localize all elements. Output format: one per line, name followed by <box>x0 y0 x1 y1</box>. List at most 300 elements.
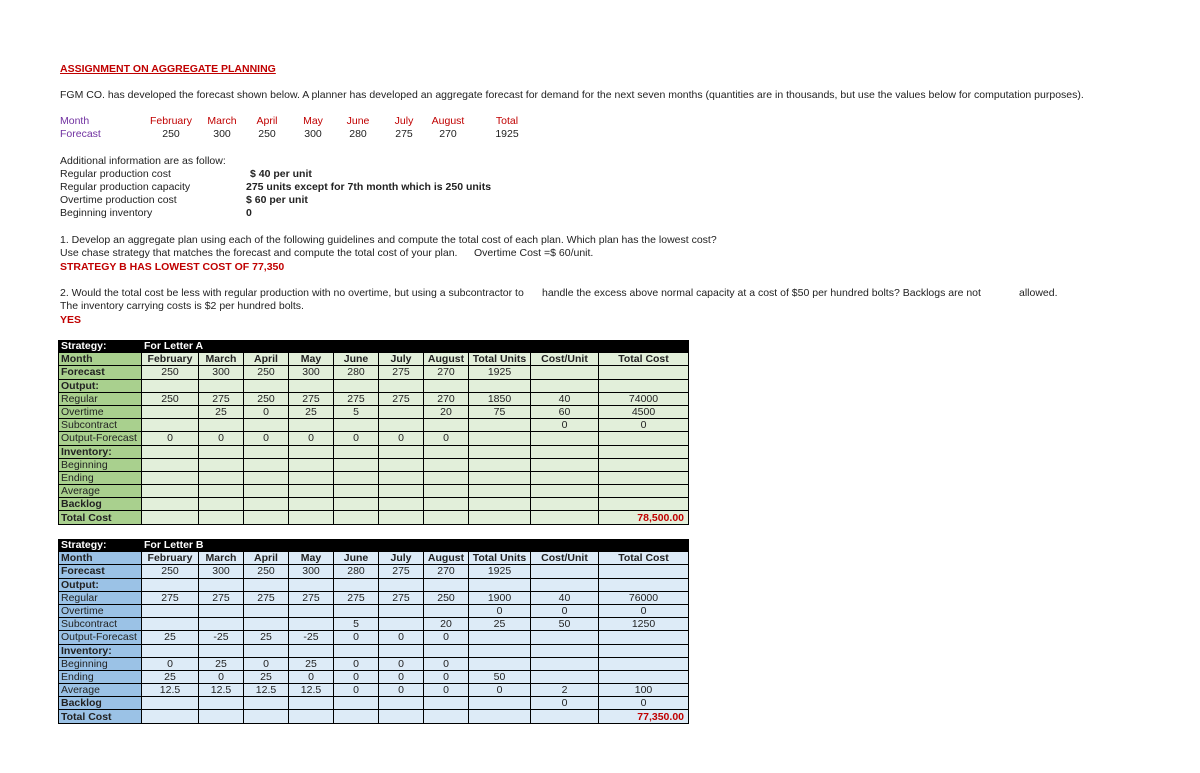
table-cell: 0 <box>379 432 424 445</box>
forecast-value-4: 280 <box>349 128 367 140</box>
table-cell: 275 <box>289 392 334 405</box>
column-header: Cost/Unit <box>531 353 599 366</box>
table-cell: 250 <box>244 565 289 578</box>
forecast-value-1: 300 <box>213 128 231 140</box>
table-cell: 12.5 <box>289 684 334 697</box>
table-cell <box>142 458 199 471</box>
strategy-b-table <box>58 539 689 724</box>
table-cell: 1900 <box>469 591 531 604</box>
table-cell <box>424 458 469 471</box>
table-cell <box>142 697 199 710</box>
table-cell: 250 <box>142 565 199 578</box>
table-cell <box>334 445 379 458</box>
table-cell <box>424 697 469 710</box>
table-cell <box>142 511 199 524</box>
column-header: April <box>244 552 289 565</box>
table-cell <box>244 644 289 657</box>
table-cell <box>334 458 379 471</box>
table-cell <box>289 604 334 617</box>
table-cell: 25 <box>289 657 334 670</box>
forecast-value-6: 270 <box>439 128 457 140</box>
table-cell <box>142 445 199 458</box>
table-cell: 275 <box>199 392 244 405</box>
row-label: Forecast <box>59 366 142 379</box>
table-row <box>59 498 689 511</box>
table-cell <box>289 458 334 471</box>
row-label: Output-Forecast <box>59 631 142 644</box>
table-cell <box>289 697 334 710</box>
table-cell <box>531 498 599 511</box>
question-1: 1. Develop an aggregate plan using each of the following guidelines and compute the total cost of each plan. Which plan has the lowest cost? <box>60 234 717 246</box>
table-cell <box>334 471 379 484</box>
table-cell <box>142 379 199 392</box>
table-cell: 0 <box>379 684 424 697</box>
table-cell <box>599 366 689 379</box>
table-cell: 0 <box>599 419 689 432</box>
table-cell <box>599 432 689 445</box>
table-cell: 0 <box>531 419 599 432</box>
table-row <box>59 405 689 418</box>
table-cell: 300 <box>289 366 334 379</box>
row-label: Subcontract <box>59 618 142 631</box>
table-cell: 0 <box>142 657 199 670</box>
table-cell <box>199 471 244 484</box>
table-cell <box>199 578 244 591</box>
table-cell <box>379 644 424 657</box>
table-cell: 1250 <box>599 618 689 631</box>
row-label: Subcontract <box>59 419 142 432</box>
column-header: August <box>424 552 469 565</box>
table-cell <box>142 604 199 617</box>
table-cell <box>199 419 244 432</box>
table-cell <box>244 511 289 524</box>
forecast-month-3: May <box>303 115 323 127</box>
table-cell: 25 <box>142 670 199 683</box>
table-cell <box>244 419 289 432</box>
table-cell: 275 <box>379 591 424 604</box>
row-label: Ending <box>59 670 142 683</box>
table-cell: 0 <box>379 670 424 683</box>
table-cell: 5 <box>334 405 379 418</box>
intro-text: FGM CO. has developed the forecast shown below. A planner has developed an aggregate forecast for demand for the next seven months (quantities are in thousands, but use the values below for computation purposes). <box>60 89 1084 101</box>
table-cell: 50 <box>531 618 599 631</box>
table-cell <box>199 485 244 498</box>
table-row <box>59 485 689 498</box>
table-cell <box>599 471 689 484</box>
table-cell <box>424 485 469 498</box>
table-cell: 0 <box>424 657 469 670</box>
table-cell: -25 <box>289 631 334 644</box>
table-cell <box>599 458 689 471</box>
table-cell: 12.5 <box>244 684 289 697</box>
question-2-answer: YES <box>60 314 82 326</box>
table-cell <box>424 445 469 458</box>
table-cell <box>142 498 199 511</box>
column-header: May <box>289 552 334 565</box>
column-header: February <box>142 552 199 565</box>
forecast-label: Forecast <box>60 128 101 140</box>
column-header: April <box>244 353 289 366</box>
table-cell: 0 <box>334 631 379 644</box>
table-cell: 280 <box>334 366 379 379</box>
page-title: ASSIGNMENT ON AGGREGATE PLANNING <box>60 63 276 75</box>
table-cell <box>379 405 424 418</box>
question-2-part3: allowed. <box>1019 287 1058 299</box>
table-cell <box>531 485 599 498</box>
table-cell: 25 <box>289 405 334 418</box>
table-cell <box>531 366 599 379</box>
table-cell: 0 <box>424 684 469 697</box>
table-cell: 0 <box>244 657 289 670</box>
table-cell <box>289 445 334 458</box>
table-cell <box>334 604 379 617</box>
table-cell: 25 <box>199 657 244 670</box>
table-cell <box>244 445 289 458</box>
table-row <box>59 471 689 484</box>
table-cell: 25 <box>244 631 289 644</box>
info-value-beginning-inventory: 0 <box>246 207 252 219</box>
column-header: June <box>334 552 379 565</box>
table-cell: 0 <box>289 432 334 445</box>
row-label: Forecast <box>59 565 142 578</box>
row-label: Total Cost <box>59 710 142 723</box>
row-label: Average <box>59 684 142 697</box>
table-row <box>59 657 689 670</box>
table-cell <box>599 485 689 498</box>
table-cell: 40 <box>531 591 599 604</box>
column-header: March <box>199 353 244 366</box>
table-cell <box>199 498 244 511</box>
table-cell: 25 <box>469 618 531 631</box>
table-cell <box>289 379 334 392</box>
row-label: Total Cost <box>59 511 142 524</box>
table-cell: 280 <box>334 565 379 578</box>
table-cell <box>469 710 531 723</box>
table-cell: 60 <box>531 405 599 418</box>
row-label: Average <box>59 485 142 498</box>
strategy-label: Strategy: <box>59 539 142 552</box>
table-cell <box>469 471 531 484</box>
strategy-name: For Letter A <box>142 340 689 353</box>
row-label: Backlog <box>59 697 142 710</box>
forecast-value-5: 275 <box>395 128 413 140</box>
question-2-line2: The inventory carrying costs is $2 per hundred bolts. <box>60 300 304 312</box>
table-cell <box>469 498 531 511</box>
table-cell <box>599 657 689 670</box>
table-cell <box>334 578 379 591</box>
info-value-overtime: $ 60 per unit <box>246 194 308 206</box>
table-cell <box>289 710 334 723</box>
table-cell <box>599 670 689 683</box>
table-row <box>59 604 689 617</box>
table-cell: 275 <box>289 591 334 604</box>
table-cell: 275 <box>379 392 424 405</box>
table-cell: 0 <box>531 604 599 617</box>
table-cell <box>289 419 334 432</box>
table-cell <box>334 697 379 710</box>
table-cell: 0 <box>289 670 334 683</box>
table-cell <box>531 445 599 458</box>
table-cell <box>469 511 531 524</box>
table-cell: 275 <box>334 392 379 405</box>
table-cell <box>469 644 531 657</box>
table-cell <box>531 458 599 471</box>
strategy-a-table <box>58 340 689 525</box>
table-cell <box>289 498 334 511</box>
table-cell: 20 <box>424 405 469 418</box>
table-cell: 40 <box>531 392 599 405</box>
forecast-month-2: April <box>256 115 278 127</box>
table-cell <box>531 565 599 578</box>
table-cell <box>289 485 334 498</box>
table-cell <box>379 458 424 471</box>
table-cell: 270 <box>424 392 469 405</box>
table-cell <box>379 471 424 484</box>
table-cell <box>531 670 599 683</box>
table-cell: 0 <box>531 697 599 710</box>
table-cell <box>289 644 334 657</box>
table-row <box>59 511 689 524</box>
table-cell <box>424 419 469 432</box>
column-header: June <box>334 353 379 366</box>
forecast-month-0: February <box>149 115 192 127</box>
table-cell <box>469 485 531 498</box>
info-label-capacity: Regular production capacity <box>60 181 191 193</box>
forecast-value-0: 250 <box>162 128 180 140</box>
table-cell <box>469 419 531 432</box>
table-cell: 1925 <box>469 565 531 578</box>
table-cell: 0 <box>469 684 531 697</box>
table-cell <box>424 604 469 617</box>
table-cell <box>244 618 289 631</box>
info-value-capacity: 275 units except for 7th month which is 250 units <box>246 181 492 193</box>
additional-heading: Additional information are as follow: <box>60 155 226 167</box>
table-cell <box>379 379 424 392</box>
table-cell <box>289 511 334 524</box>
table-cell: -25 <box>199 631 244 644</box>
table-cell: 0 <box>334 670 379 683</box>
table-cell: 275 <box>244 591 289 604</box>
table-cell <box>379 511 424 524</box>
row-label: Overtime <box>59 405 142 418</box>
table-cell <box>469 657 531 670</box>
table-cell <box>142 485 199 498</box>
table-row <box>59 618 689 631</box>
table-cell: 25 <box>142 631 199 644</box>
table-cell: 250 <box>244 366 289 379</box>
table-cell <box>244 578 289 591</box>
table-cell <box>424 644 469 657</box>
table-cell: 100 <box>599 684 689 697</box>
table-cell: 77,350.00 <box>599 710 689 723</box>
table-cell <box>424 710 469 723</box>
table-cell <box>142 710 199 723</box>
row-label: Ending <box>59 471 142 484</box>
table-row <box>59 710 689 723</box>
table-cell: 12.5 <box>199 684 244 697</box>
column-header: Total Units <box>469 552 531 565</box>
table-cell: 0 <box>244 405 289 418</box>
question-1-note: Overtime Cost =$ 60/unit. <box>474 247 594 259</box>
table-row <box>59 379 689 392</box>
table-cell <box>379 710 424 723</box>
row-label: Backlog <box>59 498 142 511</box>
column-header: February <box>142 353 199 366</box>
table-cell: 300 <box>289 565 334 578</box>
info-label-beginning-inventory: Beginning inventory <box>60 207 153 219</box>
table-cell <box>244 498 289 511</box>
table-cell <box>142 578 199 591</box>
forecast-month-4: June <box>346 115 370 127</box>
table-cell <box>289 578 334 591</box>
table-cell: 0 <box>334 657 379 670</box>
table-cell <box>334 485 379 498</box>
table-cell: 275 <box>379 565 424 578</box>
table-cell <box>142 405 199 418</box>
table-row <box>59 631 689 644</box>
table-cell <box>599 445 689 458</box>
row-label: Inventory: <box>59 644 142 657</box>
table-cell <box>244 379 289 392</box>
table-cell: 5 <box>334 618 379 631</box>
table-cell <box>469 631 531 644</box>
column-header: August <box>424 353 469 366</box>
row-label: Regular <box>59 591 142 604</box>
month-label: Month <box>60 115 90 127</box>
table-cell: 50 <box>469 670 531 683</box>
table-cell <box>379 445 424 458</box>
table-cell <box>379 485 424 498</box>
row-label: Inventory: <box>59 445 142 458</box>
table-row <box>59 670 689 683</box>
table-cell <box>199 604 244 617</box>
table-cell <box>199 458 244 471</box>
table-cell <box>469 379 531 392</box>
table-row <box>59 445 689 458</box>
table-cell <box>244 485 289 498</box>
table-cell: 76000 <box>599 591 689 604</box>
strategy-label: Strategy: <box>59 340 142 353</box>
table-row <box>59 644 689 657</box>
table-cell <box>531 578 599 591</box>
question-1-line2: Use chase strategy that matches the forecast and compute the total cost of your plan. <box>60 247 458 259</box>
row-label: Regular <box>59 392 142 405</box>
table-cell <box>199 445 244 458</box>
table-cell <box>199 379 244 392</box>
column-header: March <box>199 552 244 565</box>
forecast-value-7: 1925 <box>495 128 519 140</box>
table-cell: 0 <box>469 604 531 617</box>
table-cell: 0 <box>199 432 244 445</box>
table-cell: 25 <box>244 670 289 683</box>
table-row <box>59 697 689 710</box>
table-cell <box>289 471 334 484</box>
column-header: July <box>379 552 424 565</box>
table-cell: 74000 <box>599 392 689 405</box>
table-cell <box>142 644 199 657</box>
table-cell <box>599 565 689 578</box>
table-cell <box>531 657 599 670</box>
table-cell: 0 <box>599 697 689 710</box>
table-cell <box>599 498 689 511</box>
table-cell <box>424 471 469 484</box>
table-row <box>59 591 689 604</box>
table-cell <box>199 710 244 723</box>
table-cell: 275 <box>142 591 199 604</box>
question-2-part2: handle the excess above normal capacity at a cost of $50 per hundred bolts? Backlogs are not <box>542 287 981 299</box>
table-cell: 75 <box>469 405 531 418</box>
row-label: Output: <box>59 578 142 591</box>
table-cell <box>469 458 531 471</box>
table-cell <box>289 618 334 631</box>
table-cell <box>379 419 424 432</box>
table-cell: 275 <box>199 591 244 604</box>
forecast-month-6: August <box>431 115 465 127</box>
forecast-month-5: July <box>394 115 414 127</box>
table-cell: 1850 <box>469 392 531 405</box>
row-label: Overtime <box>59 604 142 617</box>
table-cell <box>379 604 424 617</box>
table-cell: 0 <box>334 684 379 697</box>
table-cell: 20 <box>424 618 469 631</box>
table-cell <box>199 644 244 657</box>
table-cell <box>334 710 379 723</box>
row-label: Month <box>59 353 142 366</box>
question-2-part1: 2. Would the total cost be less with regular production with no overtime, but using a subcontractor to <box>60 287 524 299</box>
table-cell: 1925 <box>469 366 531 379</box>
table-cell <box>142 618 199 631</box>
forecast-month-7: Total <box>495 115 519 127</box>
table-cell: 0 <box>142 432 199 445</box>
table-cell: 78,500.00 <box>599 511 689 524</box>
forecast-value-2: 250 <box>258 128 276 140</box>
table-cell: 25 <box>199 405 244 418</box>
info-label-regular-cost: Regular production cost <box>60 168 171 180</box>
table-cell <box>379 498 424 511</box>
table-cell <box>199 697 244 710</box>
table-cell <box>142 419 199 432</box>
table-cell: 0 <box>424 670 469 683</box>
column-header: Cost/Unit <box>531 552 599 565</box>
forecast-month-1: March <box>207 115 237 127</box>
table-cell: 0 <box>599 604 689 617</box>
table-row <box>59 419 689 432</box>
table-cell <box>379 578 424 591</box>
table-cell <box>244 458 289 471</box>
table-cell: 270 <box>424 366 469 379</box>
table-cell <box>599 644 689 657</box>
table-cell: 4500 <box>599 405 689 418</box>
table-cell <box>469 578 531 591</box>
forecast-value-3: 300 <box>304 128 322 140</box>
table-cell <box>334 379 379 392</box>
table-cell: 0 <box>424 432 469 445</box>
table-row <box>59 392 689 405</box>
table-row <box>59 458 689 471</box>
table-cell <box>244 471 289 484</box>
column-header: Total Cost <box>599 353 689 366</box>
table-cell: 0 <box>244 432 289 445</box>
strategy-name: For Letter B <box>142 539 689 552</box>
table-row <box>59 432 689 445</box>
table-cell <box>531 379 599 392</box>
table-cell <box>531 432 599 445</box>
table-cell <box>424 511 469 524</box>
row-label: Month <box>59 552 142 565</box>
question-1-answer: STRATEGY B HAS LOWEST COST OF 77,350 <box>60 261 285 273</box>
info-value-regular-cost: $ 40 per unit <box>250 168 312 180</box>
row-label: Beginning <box>59 458 142 471</box>
